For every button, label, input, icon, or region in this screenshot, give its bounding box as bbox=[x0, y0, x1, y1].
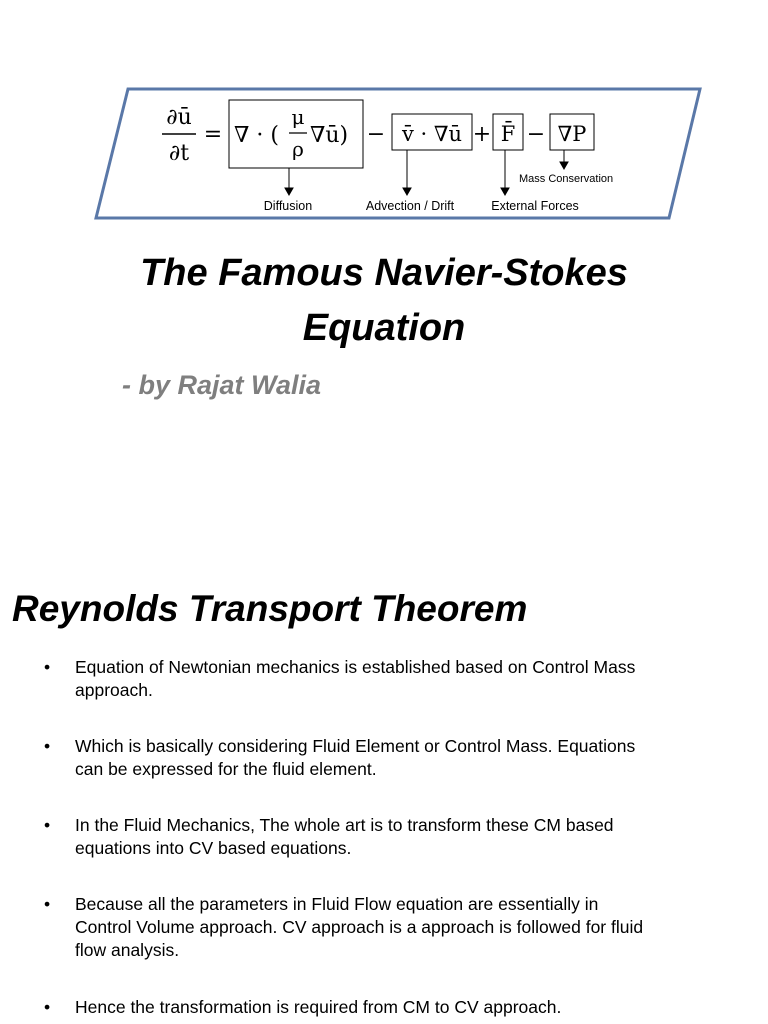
label-diffusion: Diffusion bbox=[263, 199, 313, 213]
diffusion-fraction-num: μ bbox=[291, 105, 305, 129]
lhs-numerator: ∂ū bbox=[166, 105, 192, 130]
bullet-line: equations into CV based equations. bbox=[75, 838, 352, 858]
minus-sign-2: − bbox=[526, 122, 546, 147]
label-mass-conservation: Mass Conservation bbox=[519, 173, 614, 185]
bullet-marker: • bbox=[44, 894, 51, 914]
title-line-2: Equation bbox=[302, 307, 466, 349]
bullet-line: Hence the transformation is required from CM to CV approach. bbox=[75, 997, 562, 1017]
plus-sign: + bbox=[472, 122, 492, 147]
bullet-line: Which is basically considering Fluid Element or Control Mass. Equations bbox=[75, 736, 636, 756]
pressure-term: ∇P bbox=[557, 122, 587, 146]
equals-sign: = bbox=[203, 122, 223, 147]
list-item bbox=[40, 814, 614, 860]
diffusion-term-prefix: ∇ · ( bbox=[234, 123, 279, 148]
list-item bbox=[40, 996, 561, 1019]
bullet-line: approach. bbox=[75, 680, 153, 700]
lhs-denominator: ∂t bbox=[168, 141, 190, 166]
diffusion-fraction-den: ρ bbox=[292, 137, 304, 161]
bullet-marker: • bbox=[44, 815, 51, 835]
diffusion-term-suffix: ∇ū) bbox=[310, 123, 349, 148]
label-external-forces: External Forces bbox=[491, 199, 579, 213]
bullet-line: Because all the parameters in Fluid Flow equation are essentially in bbox=[75, 894, 599, 914]
bullet-marker: • bbox=[44, 997, 51, 1017]
author-byline: - by Rajat Walia bbox=[122, 370, 322, 400]
bullet-line: can be expressed for the fluid element. bbox=[75, 759, 377, 779]
minus-sign-1: − bbox=[366, 122, 386, 147]
page-title bbox=[0, 246, 768, 356]
bullet-line: Control Volume approach. CV approach is a approach is followed for fluid bbox=[75, 917, 644, 937]
bullet-line: flow analysis. bbox=[75, 940, 180, 960]
bullet-line: In the Fluid Mechanics, The whole art is to transform these CM based bbox=[75, 815, 614, 835]
bullet-marker: • bbox=[44, 736, 51, 756]
advection-term: v̄ · ∇ū bbox=[401, 122, 463, 146]
label-advection: Advection / Drift bbox=[365, 199, 455, 213]
bullet-line: Equation of Newtonian mechanics is established based on Control Mass bbox=[75, 657, 636, 677]
list-item bbox=[40, 893, 643, 962]
navier-stokes-equation-figure bbox=[92, 86, 702, 222]
list-item bbox=[40, 656, 635, 702]
bullet-marker: • bbox=[44, 657, 51, 677]
list-item bbox=[40, 735, 635, 781]
title-line-1: The Famous Navier-Stokes bbox=[140, 252, 628, 294]
force-term: F̄ bbox=[500, 122, 516, 146]
section-heading: Reynolds Transport Theorem bbox=[12, 588, 528, 629]
